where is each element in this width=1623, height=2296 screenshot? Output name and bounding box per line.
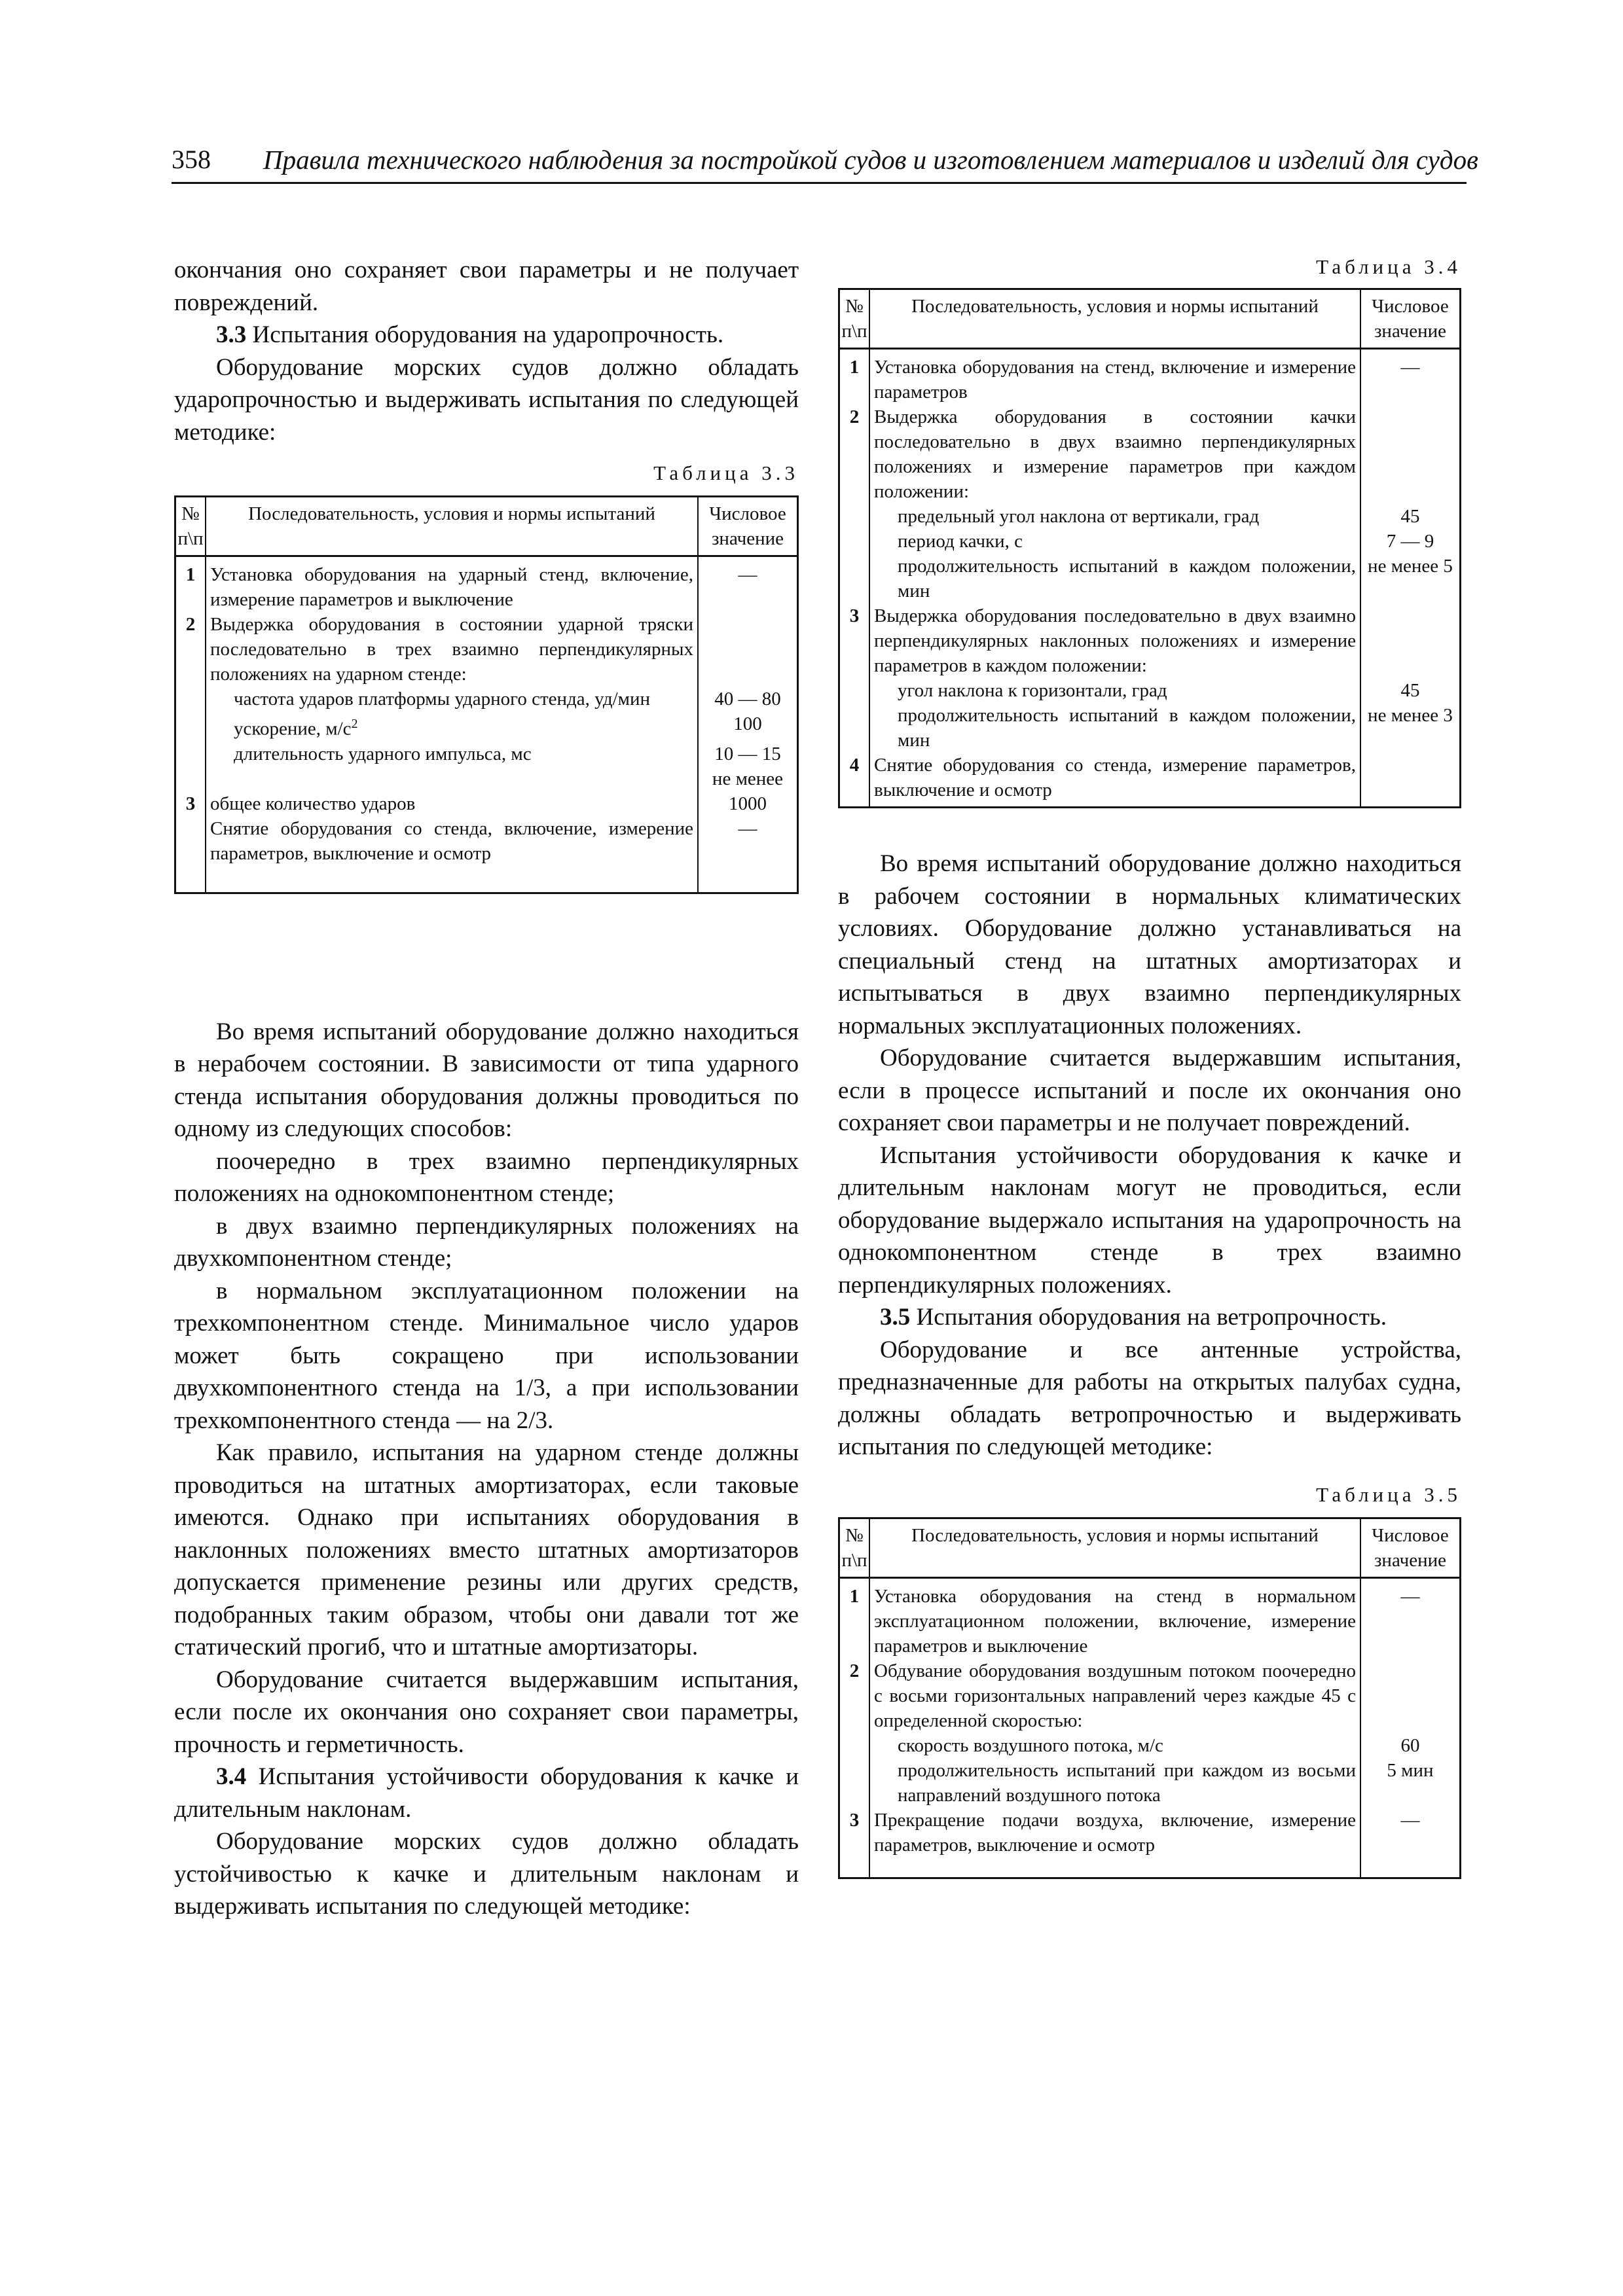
cell-num (175, 766, 206, 791)
table-3-4 (838, 288, 1461, 808)
cell-desc-text: Снятие оборудования со стенда, измерение параметров, выключение и осмотр (874, 755, 1356, 800)
paragraph: Оборудование считается выдержавшим испытания, если в процессе испытаний и после их окончания оно сохраняет свои параметры и не получает повреждений. (838, 1045, 1461, 1136)
table-row (839, 404, 1461, 504)
cell-value: не менее 3 (1360, 703, 1461, 753)
cell-num: 4 (839, 753, 870, 802)
cell-desc-text: предельный угол наклона от вертикали, град (898, 506, 1260, 527)
spacer-cell (869, 1857, 1360, 1878)
section-title: Испытания оборудования на ударопрочность. (246, 321, 724, 348)
spacer-cell (1360, 1857, 1461, 1878)
cell-value: — (698, 816, 798, 866)
cell-num (175, 711, 206, 742)
table-3-3 (174, 495, 799, 894)
section-number: 3.4 (216, 1763, 247, 1791)
cell-value: — (1360, 1808, 1461, 1857)
paragraph: Во время испытаний оборудование должно находиться в рабочем состоянии в нормальных климатических условиях. Оборудование должно устанавливаться на специальный стенд на штатных амортизаторах и испытываться в двух взаимно перпендикулярных нормальных эксплуатационных положениях. (838, 850, 1461, 1039)
section-heading-3-5 (838, 1301, 1461, 1334)
cell-desc (869, 1577, 1360, 1659)
cell-num (839, 703, 870, 753)
table-body (839, 349, 1461, 808)
cell-desc-text: частота ударов платформы ударного стенда, уд/мин (234, 689, 651, 709)
cell-desc (869, 529, 1360, 554)
paragraph: Как правило, испытания на ударном стенде должны проводиться на штатных амортизаторах, если таковые имеются. Однако при испытаниях оборудования в наклонных положениях вместо штатных амортизаторов допускается применение резины или других средств, подобранных таким образом, чтобы они давали тот же статический прогиб, что и штатные амортизаторы. (174, 1439, 799, 1661)
paragraph: Оборудование морских судов должно обладать устойчивостью к качке и длительным наклонам и выдерживать испытания по следующей методике: (174, 1828, 799, 1920)
cell-desc (869, 703, 1360, 753)
table-row (175, 791, 798, 816)
cell-desc-text: Установка оборудования на ударный стенд, включение, измерение параметров и выключение (210, 564, 693, 610)
cell-desc-text: длительность ударного импульса, мс (234, 743, 532, 764)
table-3-5 (838, 1517, 1461, 1879)
cell-num: 3 (839, 1808, 870, 1857)
cell-value: 100 (698, 711, 798, 742)
page-number: 358 (172, 145, 211, 174)
cell-value: — (1360, 1577, 1461, 1659)
spacer-cell (175, 866, 206, 893)
section-title: Испытания оборудования на ветропрочность. (910, 1304, 1387, 1331)
spacer-cell (698, 866, 798, 893)
table-row (839, 753, 1461, 802)
cell-desc (869, 1733, 1360, 1758)
cell-desc-text: Выдержка оборудования в состоянии ударной тряски последовательно в трех взаимно перпендикулярных положениях на ударном стенде: (210, 614, 693, 685)
section-heading-3-3 (174, 319, 799, 351)
table-row (175, 687, 798, 711)
table-row (175, 816, 798, 866)
table-row (839, 1659, 1461, 1733)
cell-num (175, 816, 206, 866)
cell-desc (869, 1758, 1360, 1808)
cell-num: 3 (175, 791, 206, 816)
header-cell-num: № п\п (839, 289, 870, 349)
cell-desc (869, 349, 1360, 405)
paragraph: в двух взаимно перпендикулярных положениях на двухкомпонентном стенде; (174, 1212, 799, 1272)
table-row (839, 529, 1461, 554)
spacer-cell (869, 802, 1360, 808)
cell-desc (869, 504, 1360, 529)
cell-num: 1 (839, 1577, 870, 1659)
table-row (175, 766, 798, 791)
table-row (839, 349, 1461, 405)
spacer-cell (206, 866, 698, 893)
table-row (839, 1733, 1461, 1758)
paragraph: Испытания устойчивости оборудования к качке и длительным наклонам могут не проводиться, если оборудование выдержало испытания на ударопрочность на однокомпонентном стенде в трех взаимно перпендикулярных положениях. (838, 1141, 1461, 1299)
cell-desc-text: ускорение, м/с (234, 718, 352, 740)
table-spacer-row (175, 866, 798, 893)
paragraph: в нормальном эксплуатационном положении на трехкомпонентном стенде. Минимальное число ударов может быть сокращено при использовании двухкомпонентного стенда на 1/3, а при использовании трехкомпонентного стенда — на 2/3. (174, 1277, 799, 1434)
cell-desc (869, 753, 1360, 802)
cell-num: 2 (839, 1659, 870, 1733)
cell-num (839, 554, 870, 603)
spacer-cell (839, 1857, 870, 1878)
cell-num: 2 (175, 612, 206, 687)
cell-desc-text: продолжительность испытаний при каждом из восьми направлений воздушного потока (898, 1759, 1356, 1806)
cell-desc-text: продолжительность испытаний в каждом положении, мин (898, 705, 1356, 751)
running-header (172, 143, 1478, 184)
cell-desc (206, 791, 698, 816)
cell-num (839, 1733, 870, 1758)
left-column (174, 254, 799, 1923)
cell-desc-text: угол наклона к горизонтали, град (898, 680, 1167, 701)
cell-desc-text: Обдувание оборудования воздушным потоком поочередно с восьми горизонтальных направлений через каждые 45 с определенной скоростью: (874, 1660, 1356, 1731)
cell-num: 1 (175, 556, 206, 613)
cell-desc (206, 742, 698, 766)
table-row (839, 678, 1461, 703)
table-header-row (839, 1518, 1461, 1577)
header-cell-value: Числовое значение (698, 497, 798, 556)
paragraph: Во время испытаний оборудование должно находиться в нерабочем состоянии. В зависимости от типа ударного стенда испытания оборудования должны проводиться по одному из следующих способов: (174, 1018, 799, 1143)
table-header-row (839, 289, 1461, 349)
cell-desc-text: Установка оборудования на стенд, включение и измерение параметров (874, 357, 1356, 403)
cell-value (1360, 404, 1461, 504)
spacer-cell (839, 802, 870, 808)
table-header-row (175, 497, 798, 556)
cell-value: 60 (1360, 1733, 1461, 1758)
cell-num (839, 529, 870, 554)
running-title: Правила технического наблюдения за постройкой судов и изготовлением материалов и изделий для судов (263, 145, 1478, 175)
paragraph: Оборудование и все антенные устройства, предназначенные для работы на открытых палубах судна, должны обладать ветропрочностью и выдерживать испытания по следующей методике: (838, 1336, 1461, 1460)
cell-value: — (1360, 349, 1461, 405)
cell-desc (869, 1659, 1360, 1733)
cell-num: 3 (839, 603, 870, 678)
cell-num: 1 (839, 349, 870, 405)
table-row (839, 1808, 1461, 1857)
cell-desc (206, 766, 698, 791)
cell-value: 45 (1360, 504, 1461, 529)
section-number: 3.3 (216, 321, 247, 348)
table-caption: Таблица 3.3 (653, 461, 799, 484)
table-row (839, 1577, 1461, 1659)
cell-value: не менее (698, 766, 798, 791)
table-row (175, 612, 798, 687)
header-cell-num: № п\п (839, 1518, 870, 1577)
cell-desc-text: продолжительность испытаний в каждом положении, мин (898, 556, 1356, 601)
cell-value: 40 — 80 (698, 687, 798, 711)
cell-value: — (698, 556, 798, 613)
section-number: 3.5 (880, 1304, 911, 1331)
cell-value (698, 612, 798, 687)
header-cell-value: Числовое значение (1360, 289, 1461, 349)
cell-value: 5 мин (1360, 1758, 1461, 1808)
cell-num (839, 504, 870, 529)
cell-num: 2 (839, 404, 870, 504)
cell-desc-text: Выдержка оборудования в состоянии качки последовательно в двух взаимно перпендикулярных положениях и измерение параметров при каждом положении: (874, 406, 1356, 502)
cell-value (1360, 603, 1461, 678)
header-cell-desc: Последовательность, условия и нормы испытаний (206, 497, 698, 556)
cell-desc (206, 556, 698, 613)
table-caption: Таблица 3.4 (1316, 255, 1461, 278)
cell-num (839, 678, 870, 703)
cell-value (1360, 1659, 1461, 1733)
cell-value: 7 — 9 (1360, 529, 1461, 554)
cell-desc-text: Снятие оборудования со стенда, включение, измерение параметров, выключение и осмотр (210, 817, 693, 864)
paragraph: Оборудование морских судов должно обладать ударопрочностью и выдерживать испытания по следующей методике: (174, 353, 799, 446)
cell-num (175, 687, 206, 711)
right-column (838, 253, 1461, 1879)
table-body (839, 1577, 1461, 1878)
header-cell-num: № п\п (175, 497, 206, 556)
paragraph: Оборудование считается выдержавшим испытания, если после их окончания оно сохраняет свои параметры, прочность и герметичность. (174, 1666, 799, 1758)
table-row (839, 703, 1461, 753)
cell-desc (869, 404, 1360, 504)
cell-value: 45 (1360, 678, 1461, 703)
table-row (175, 711, 798, 742)
cell-desc-text: Установка оборудования на стенд в нормальном эксплуатационном положении, включение, измерение параметров и выключение (874, 1585, 1356, 1657)
cell-desc-text: период качки, с (898, 531, 1023, 552)
cell-desc (869, 1808, 1360, 1857)
cell-desc (869, 554, 1360, 603)
cell-desc-text: скорость воздушного потока, м/с (898, 1734, 1163, 1756)
cell-desc (869, 603, 1360, 678)
cell-value: 10 — 15 (698, 742, 798, 766)
spacer-cell (1360, 802, 1461, 808)
table-row (839, 554, 1461, 603)
section-title: Испытания устойчивости оборудования к качке и длительным наклонам. (174, 1763, 799, 1823)
cell-desc-text: общее количество ударов (210, 793, 416, 814)
table-row (175, 742, 798, 766)
header-cell-desc: Последовательность, условия и нормы испытаний (869, 1518, 1360, 1577)
section-heading-3-4 (174, 1761, 799, 1825)
header-cell-desc: Последовательность, условия и нормы испытаний (869, 289, 1360, 349)
table-caption: Таблица 3.5 (1316, 1482, 1461, 1506)
cell-value: 1000 (698, 791, 798, 816)
table-row (839, 1758, 1461, 1808)
cell-desc (206, 687, 698, 711)
cell-desc-text: Прекращение подачи воздуха, включение, измерение параметров, выключение и осмотр (874, 1809, 1356, 1856)
superscript: 2 (351, 717, 358, 731)
cell-desc (869, 678, 1360, 703)
cell-desc (206, 711, 698, 742)
paragraph: окончания оно сохраняет свои параметры и не получает повреждений. (174, 257, 799, 316)
cell-value: не менее 5 (1360, 554, 1461, 603)
table-row (839, 603, 1461, 678)
paragraph: поочередно в трех взаимно перпендикулярных положениях на однокомпонентном стенде; (174, 1147, 799, 1208)
cell-desc (206, 816, 698, 866)
cell-num (839, 1758, 870, 1808)
table-body (175, 556, 798, 893)
table-row (839, 504, 1461, 529)
table-spacer-row (839, 1857, 1461, 1878)
cell-desc (206, 612, 698, 687)
cell-num (175, 742, 206, 766)
header-cell-value: Числовое значение (1360, 1518, 1461, 1577)
cell-value (1360, 753, 1461, 802)
table-row (175, 556, 798, 613)
table-spacer-row (839, 802, 1461, 808)
cell-desc-text: Выдержка оборудования последовательно в двух взаимно перпендикулярных наклонных положениях и измерение параметров в каждом положении: (874, 605, 1356, 676)
